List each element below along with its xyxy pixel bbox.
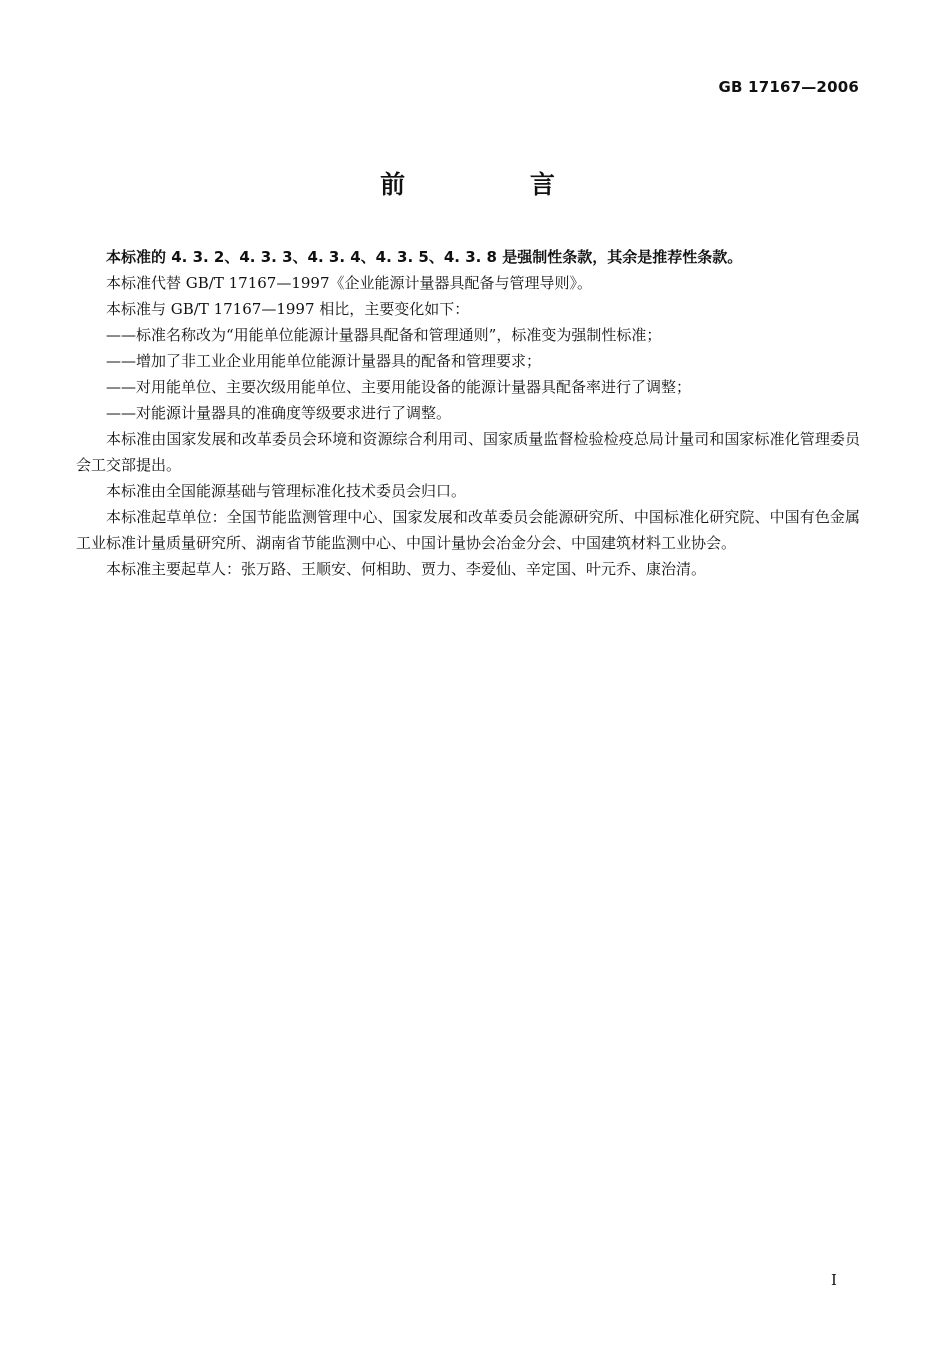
foreword-body bbox=[76, 244, 860, 582]
standard-code: GB 17167—2006 bbox=[718, 78, 859, 96]
drafters-paragraph: 本标准主要起草人：张万路、王顺安、何相助、贾力、李爱仙、辛定国、叶元乔、康治清。 bbox=[106, 560, 707, 578]
proposer-paragraph: 本标准由国家发展和改革委员会环境和资源综合利用司、国家质量监督检验检疫总局计量司和国家标准化管理委员会工交部提出。 bbox=[76, 430, 860, 474]
committee-paragraph: 本标准由全国能源基础与管理标准化技术委员会归口。 bbox=[106, 482, 467, 500]
page-number: I bbox=[831, 1271, 837, 1289]
page-title: 前 言 bbox=[380, 170, 613, 199]
changes-intro-paragraph: 本标准与 GB/T 17167—1997 相比，主要变化如下： bbox=[106, 300, 470, 318]
replaces-paragraph: 本标准代替 GB/T 17167—1997《企业能源计量器具配备与管理导则》。 bbox=[106, 274, 592, 292]
mandatory-clauses-paragraph: 本标准的 4. 3. 2、4. 3. 3、4. 3. 4、4. 3. 5、4. 3. 8 是强制性条款，其余是推荐性条款。 bbox=[106, 248, 743, 266]
change-item: ——标准名称改为“用能单位能源计量器具配备和管理通则”，标准变为强制性标准； bbox=[106, 326, 662, 344]
drafting-units-paragraph: 本标准起草单位：全国节能监测管理中心、国家发展和改革委员会能源研究所、中国标准化研究院、中国有色金属工业标准计量质量研究所、湖南省节能监测中心、中国计量协会冶金分会、中国建筑材料工业协会。 bbox=[76, 508, 860, 552]
change-item: ——增加了非工业企业用能单位能源计量器具的配备和管理要求； bbox=[106, 352, 542, 370]
change-item: ——对能源计量器具的准确度等级要求进行了调整。 bbox=[106, 404, 452, 422]
change-item: ——对用能单位、主要次级用能单位、主要用能设备的能源计量器具配备率进行了调整； bbox=[106, 378, 692, 396]
